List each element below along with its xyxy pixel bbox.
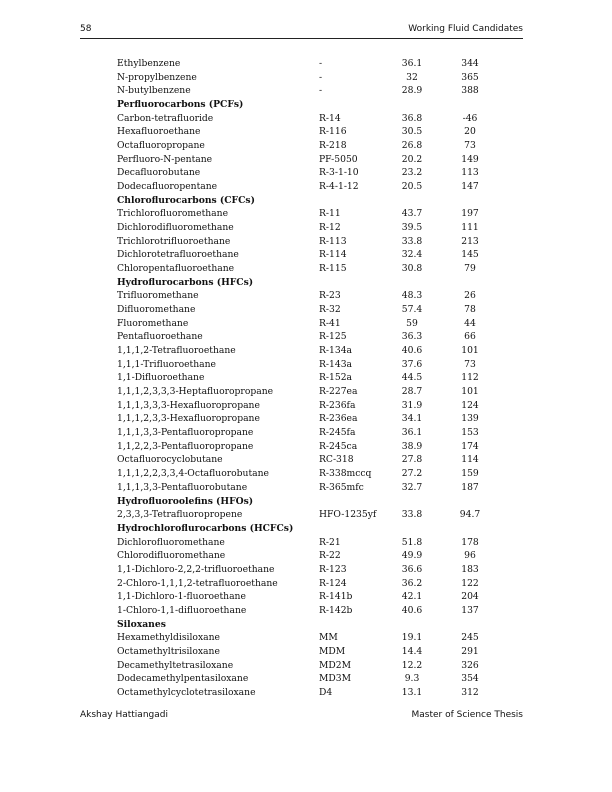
value-1: 36.6 bbox=[401, 563, 423, 575]
table-row bbox=[117, 549, 497, 563]
fluid-name: Pentafluoroethane bbox=[117, 331, 203, 343]
header-rule bbox=[80, 38, 523, 39]
value-2: 78 bbox=[464, 304, 476, 316]
value-2: 73 bbox=[464, 140, 476, 152]
fluid-code: R-14 bbox=[319, 112, 341, 124]
value-2: 388 bbox=[461, 85, 479, 97]
table-row bbox=[117, 317, 497, 331]
fluid-code: R-12 bbox=[319, 222, 341, 234]
value-2: 111 bbox=[461, 222, 479, 234]
value-1: 59 bbox=[406, 317, 418, 329]
fluid-name: 1,1,1,3,3-Pentafluoropropane bbox=[117, 427, 254, 439]
fluid-code: R-41 bbox=[319, 317, 341, 329]
fluid-code: R-4-1-12 bbox=[319, 181, 359, 193]
value-2: 94.7 bbox=[459, 509, 481, 521]
fluid-code: MDM bbox=[319, 645, 346, 657]
value-1: 12.2 bbox=[401, 659, 423, 671]
value-1: 14.4 bbox=[401, 645, 423, 657]
value-2: 365 bbox=[461, 71, 479, 83]
fluid-code: R-3-1-10 bbox=[319, 167, 359, 179]
fluid-code: RC-318 bbox=[319, 454, 354, 466]
page-footer bbox=[80, 710, 523, 724]
group-heading: Hydroflurocarbons (HFCs) bbox=[117, 276, 254, 288]
table-row bbox=[117, 440, 497, 454]
fluid-name: 1,1,1-Trifluoroethane bbox=[117, 358, 216, 370]
fluid-name: Hexamethyldisiloxane bbox=[117, 632, 220, 644]
fluid-name: 2-Chloro-1,1,1,2-tetrafluoroethane bbox=[117, 577, 278, 589]
value-1: 32.7 bbox=[401, 481, 423, 493]
table-row bbox=[117, 139, 497, 153]
group-heading-row bbox=[117, 618, 497, 632]
value-2: 204 bbox=[461, 591, 479, 603]
group-heading-row bbox=[117, 194, 497, 208]
fluid-code: R-22 bbox=[319, 550, 341, 562]
value-1: 27.2 bbox=[401, 468, 423, 480]
fluid-code: R-23 bbox=[319, 290, 341, 302]
value-1: 28.7 bbox=[401, 386, 423, 398]
value-1: 31.9 bbox=[401, 399, 423, 411]
table-row bbox=[117, 481, 497, 495]
value-2: 44 bbox=[464, 317, 476, 329]
value-2: 174 bbox=[461, 440, 479, 452]
fluid-code: R-245ca bbox=[319, 440, 358, 452]
value-1: 43.7 bbox=[401, 208, 423, 220]
working-fluid-table bbox=[117, 57, 497, 700]
fluid-name: Trifluoromethane bbox=[117, 290, 199, 302]
table-row bbox=[117, 180, 497, 194]
value-1: 42.1 bbox=[401, 591, 423, 603]
fluid-name: 1-Chloro-1,1-difluoroethane bbox=[117, 604, 247, 616]
value-1: 19.1 bbox=[401, 632, 423, 644]
value-1: 33.8 bbox=[401, 235, 423, 247]
value-1: 36.2 bbox=[401, 577, 423, 589]
fluid-code: - bbox=[319, 85, 323, 97]
table-row bbox=[117, 590, 497, 604]
group-heading: Hydrofluoroolefins (HFOs) bbox=[117, 495, 254, 507]
value-2: 73 bbox=[464, 358, 476, 370]
value-2: 245 bbox=[461, 632, 479, 644]
fluid-code: HFO-1235yf bbox=[319, 509, 377, 521]
fluid-name: 1,1-Difluoroethane bbox=[117, 372, 205, 384]
value-2: 96 bbox=[464, 550, 476, 562]
fluid-name: 1,1,1,3,3,3-Hexafluoropropane bbox=[117, 399, 260, 411]
fluid-name: 1,1,1,2,2,3,3,4-Octafluorobutane bbox=[117, 468, 269, 480]
value-2: 159 bbox=[461, 468, 479, 480]
value-2: 112 bbox=[461, 372, 479, 384]
value-1: 38.9 bbox=[401, 440, 423, 452]
table-row bbox=[117, 508, 497, 522]
fluid-name: Trichlorofluoromethane bbox=[117, 208, 229, 220]
value-1: 30.5 bbox=[401, 126, 423, 138]
value-2: 187 bbox=[461, 481, 479, 493]
table-row bbox=[117, 262, 497, 276]
fluid-code: R-115 bbox=[319, 263, 347, 275]
fluid-name: Chloropentafluoroethane bbox=[117, 263, 235, 275]
value-2: 213 bbox=[461, 235, 479, 247]
value-2: 344 bbox=[461, 58, 479, 69]
value-1: 36.3 bbox=[401, 331, 423, 343]
fluid-code: R-236ea bbox=[319, 413, 358, 425]
fluid-name: 1,1,1,2,3,3-Hexafluoropropane bbox=[117, 413, 260, 425]
value-1: 39.5 bbox=[401, 222, 423, 234]
value-2: 101 bbox=[461, 386, 479, 398]
value-2: 124 bbox=[461, 399, 479, 411]
fluid-code: R-116 bbox=[319, 126, 347, 138]
table-row bbox=[117, 71, 497, 85]
fluid-code: R-113 bbox=[319, 235, 347, 247]
fluid-code: - bbox=[319, 71, 323, 83]
value-2: 291 bbox=[461, 645, 479, 657]
fluid-name: Carbon-tetrafluoride bbox=[117, 112, 214, 124]
value-2: 197 bbox=[461, 208, 479, 220]
value-1: 57.4 bbox=[401, 304, 423, 316]
value-2: 137 bbox=[461, 604, 479, 616]
fluid-name: Ethylbenzene bbox=[117, 58, 181, 69]
table-row bbox=[117, 248, 497, 262]
value-2: 26 bbox=[464, 290, 476, 302]
fluid-name: Fluoromethane bbox=[117, 317, 189, 329]
value-2: 149 bbox=[461, 153, 479, 165]
value-2: 101 bbox=[461, 345, 479, 357]
fluid-name: Chlorodifluoromethane bbox=[117, 550, 226, 562]
fluid-code: R-123 bbox=[319, 563, 347, 575]
fluid-name: Octafluoropropane bbox=[117, 140, 205, 152]
value-1: 26.8 bbox=[401, 140, 423, 152]
table-row bbox=[117, 125, 497, 139]
value-1: 33.8 bbox=[401, 509, 423, 521]
table-row bbox=[117, 207, 497, 221]
value-1: 32.4 bbox=[401, 249, 423, 261]
fluid-name: Decafluorobutane bbox=[117, 167, 201, 179]
fluid-name: Hexafluoroethane bbox=[117, 126, 201, 138]
value-1: 37.6 bbox=[401, 358, 423, 370]
value-2: 113 bbox=[461, 167, 479, 179]
value-1: 51.8 bbox=[401, 536, 423, 548]
value-2: 326 bbox=[461, 659, 479, 671]
table-row bbox=[117, 303, 497, 317]
value-1: 30.8 bbox=[401, 263, 423, 275]
fluid-code: R-236fa bbox=[319, 399, 356, 411]
table-row bbox=[117, 385, 497, 399]
fluid-code: R-227ea bbox=[319, 386, 358, 398]
page-header bbox=[80, 24, 523, 38]
table-row bbox=[117, 371, 497, 385]
value-1: 40.6 bbox=[401, 604, 423, 616]
group-heading: Perfluorocarbons (PCFs) bbox=[117, 99, 244, 111]
footer-thesis: Master of Science Thesis bbox=[411, 710, 523, 720]
fluid-code: R-338mccq bbox=[319, 468, 372, 480]
fluid-code: PF-5050 bbox=[319, 153, 358, 165]
fluid-name: Trichlorotrifluoroethane bbox=[117, 235, 231, 247]
table-row bbox=[117, 112, 497, 126]
fluid-code: R-114 bbox=[319, 249, 347, 261]
table-row bbox=[117, 166, 497, 180]
table-row bbox=[117, 412, 497, 426]
fluid-name: N-propylbenzene bbox=[117, 71, 197, 83]
group-heading: Siloxanes bbox=[117, 618, 166, 630]
table-row bbox=[117, 358, 497, 372]
fluid-name: 1,1,1,2,3,3,3-Heptafluoropropane bbox=[117, 386, 274, 398]
fluid-code: MD3M bbox=[319, 673, 352, 685]
fluid-code: R-245fa bbox=[319, 427, 356, 439]
fluid-name: Dichlorotetrafluoroethane bbox=[117, 249, 239, 261]
value-2: 312 bbox=[461, 686, 479, 698]
fluid-code: MM bbox=[319, 632, 338, 644]
fluid-code: D4 bbox=[319, 686, 333, 698]
fluid-code: R-21 bbox=[319, 536, 341, 548]
page-number: 58 bbox=[80, 24, 92, 34]
value-1: 27.8 bbox=[401, 454, 423, 466]
value-2: 178 bbox=[461, 536, 479, 548]
table-row bbox=[117, 672, 497, 686]
value-2: 147 bbox=[461, 181, 479, 193]
value-2: 183 bbox=[461, 563, 479, 575]
value-1: 40.6 bbox=[401, 345, 423, 357]
fluid-code: R-143a bbox=[319, 358, 353, 370]
fluid-code: R-124 bbox=[319, 577, 347, 589]
table-row bbox=[117, 631, 497, 645]
value-2: 20 bbox=[464, 126, 476, 138]
group-heading-row bbox=[117, 522, 497, 536]
value-1: 20.2 bbox=[401, 153, 423, 165]
value-1: 49.9 bbox=[401, 550, 423, 562]
table-row bbox=[117, 344, 497, 358]
value-2: 79 bbox=[464, 263, 476, 275]
table-row bbox=[117, 659, 497, 673]
fluid-code: R-365mfc bbox=[319, 481, 364, 493]
fluid-name: 1,1,1,3,3-Pentafluorobutane bbox=[117, 481, 248, 493]
fluid-code: R-11 bbox=[319, 208, 341, 220]
fluid-name: Dodecamethylpentasiloxane bbox=[117, 673, 249, 685]
fluid-name: 1,1-Dichloro-1-fluoroethane bbox=[117, 591, 246, 603]
fluid-code: R-125 bbox=[319, 331, 347, 343]
value-1: 20.5 bbox=[401, 181, 423, 193]
value-1: 36.1 bbox=[401, 427, 423, 439]
fluid-name: Octamethyltrisiloxane bbox=[117, 645, 220, 657]
fluid-name: N-butylbenzene bbox=[117, 85, 191, 97]
fluid-code: MD2M bbox=[319, 659, 352, 671]
table-row bbox=[117, 221, 497, 235]
table-row bbox=[117, 536, 497, 550]
fluid-name: Dodecafluoropentane bbox=[117, 181, 218, 193]
value-2: 145 bbox=[461, 249, 479, 261]
group-heading-row bbox=[117, 98, 497, 112]
fluid-name: 1,1-Dichloro-2,2,2-trifluoroethane bbox=[117, 563, 275, 575]
table-row bbox=[117, 563, 497, 577]
value-2: 153 bbox=[461, 427, 479, 439]
value-1: 13.1 bbox=[401, 686, 423, 698]
fluid-name: 1,1,1,2-Tetrafluoroethane bbox=[117, 345, 236, 357]
value-2: 354 bbox=[461, 673, 479, 685]
group-heading-row bbox=[117, 276, 497, 290]
value-1: 9.3 bbox=[404, 673, 420, 685]
chapter-title: Working Fluid Candidates bbox=[408, 24, 523, 34]
fluid-code: R-152a bbox=[319, 372, 353, 384]
table-row bbox=[117, 426, 497, 440]
table-row bbox=[117, 235, 497, 249]
table-row bbox=[117, 330, 497, 344]
fluid-name: 2,3,3,3-Tetrafluoropropene bbox=[117, 509, 243, 521]
fluid-name: 1,1,2,2,3-Pentafluoropropane bbox=[117, 440, 254, 452]
fluid-code: R-218 bbox=[319, 140, 347, 152]
fluid-name: Decamethyltetrasiloxane bbox=[117, 659, 234, 671]
table-row bbox=[117, 577, 497, 591]
fluid-name: Perfluoro-N-pentane bbox=[117, 153, 213, 165]
table-row bbox=[117, 645, 497, 659]
table-row bbox=[117, 57, 497, 71]
fluid-code: - bbox=[319, 58, 323, 69]
value-1: 36.1 bbox=[401, 58, 423, 69]
group-heading: Hydrochloroflurocarbons (HCFCs) bbox=[117, 522, 294, 534]
footer-author: Akshay Hattiangadi bbox=[80, 710, 168, 720]
table-row bbox=[117, 399, 497, 413]
table-row bbox=[117, 686, 497, 700]
value-1: 48.3 bbox=[401, 290, 423, 302]
fluid-name: Difluoromethane bbox=[117, 304, 196, 316]
value-2: 114 bbox=[461, 454, 479, 466]
fluid-code: R-141b bbox=[319, 591, 353, 603]
fluid-code: R-32 bbox=[319, 304, 341, 316]
table-row bbox=[117, 153, 497, 167]
table-row bbox=[117, 84, 497, 98]
value-2: 122 bbox=[461, 577, 479, 589]
fluid-code: R-134a bbox=[319, 345, 353, 357]
table-row bbox=[117, 289, 497, 303]
value-1: 32 bbox=[406, 71, 418, 83]
fluid-name: Octamethylcyclotetrasiloxane bbox=[117, 686, 256, 698]
value-1: 28.9 bbox=[401, 85, 423, 97]
value-2: -46 bbox=[462, 112, 478, 124]
value-1: 23.2 bbox=[401, 167, 423, 179]
value-1: 36.8 bbox=[401, 112, 423, 124]
value-2: 66 bbox=[464, 331, 476, 343]
fluid-name: Octafluorocyclobutane bbox=[117, 454, 223, 466]
table-row bbox=[117, 467, 497, 481]
value-1: 44.5 bbox=[401, 372, 423, 384]
fluid-name: Dichlorofluoromethane bbox=[117, 536, 225, 548]
value-1: 34.1 bbox=[401, 413, 423, 425]
fluid-code: R-142b bbox=[319, 604, 353, 616]
value-2: 139 bbox=[461, 413, 479, 425]
table-row bbox=[117, 604, 497, 618]
fluid-name: Dichlorodifluoromethane bbox=[117, 222, 234, 234]
table-row bbox=[117, 453, 497, 467]
group-heading-row bbox=[117, 495, 497, 509]
group-heading: Chloroflurocarbons (CFCs) bbox=[117, 194, 255, 206]
